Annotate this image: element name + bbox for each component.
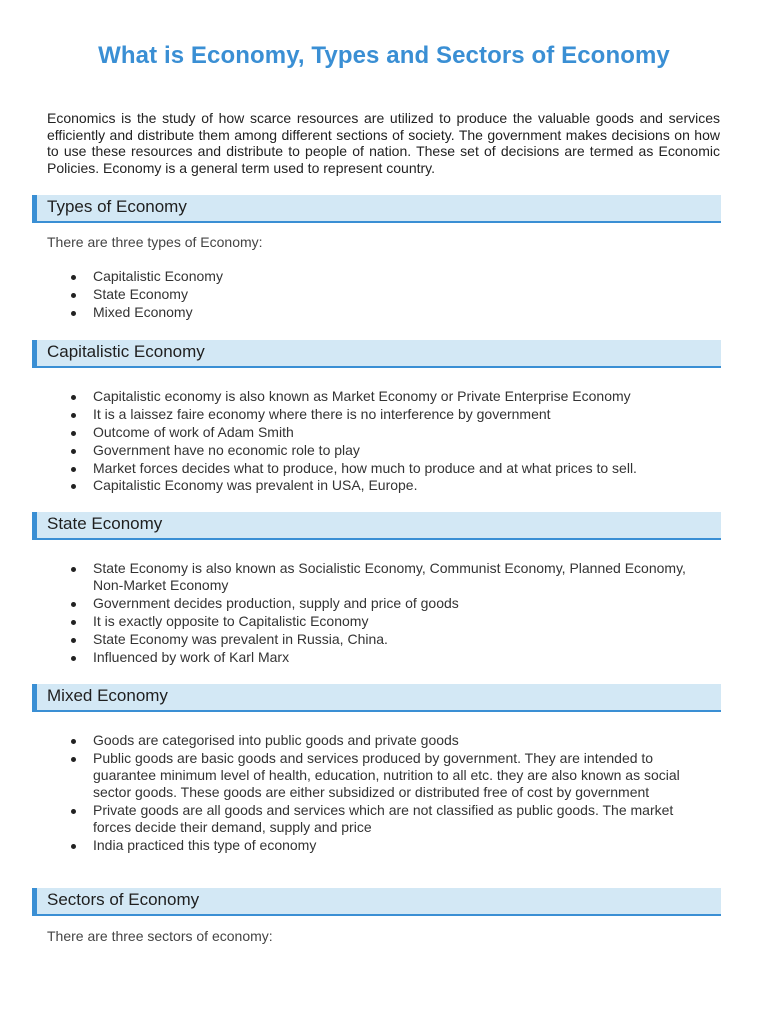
list-item: Outcome of work of Adam Smith	[47, 424, 707, 441]
section-title-capitalistic: Capitalistic Economy	[47, 342, 205, 361]
section-header-mixed	[32, 684, 721, 712]
section-header-sectors	[32, 888, 721, 916]
section-header-types	[32, 195, 721, 223]
section-header-capitalistic	[32, 340, 721, 368]
list-item: State Economy	[47, 286, 707, 303]
list-item: Public goods are basic goods and services produced by government. They are intended to guarantee minimum level of health, education, nutrition to all etc. they are also known as social sector goods. These goods are either subsidized or distributed free of cost by government	[47, 750, 707, 801]
page-title: What is Economy, Types and Sectors of Economy	[98, 42, 670, 69]
list-item: Capitalistic Economy was prevalent in USA, Europe.	[47, 477, 707, 494]
list-item: Goods are categorised into public goods and private goods	[47, 732, 707, 749]
list-item: Capitalistic Economy	[47, 268, 707, 285]
list-item: Private goods are all goods and services which are not classified as public goods. The market forces decide their demand, supply and price	[47, 802, 707, 836]
list-item: Mixed Economy	[47, 304, 707, 321]
list-item: India practiced this type of economy	[47, 837, 707, 854]
sectors-lead-text: There are three sectors of economy:	[47, 928, 273, 944]
section-title-sectors: Sectors of Economy	[47, 890, 200, 909]
list-item: State Economy was prevalent in Russia, China.	[47, 631, 707, 648]
list-item: State Economy is also known as Socialistic Economy, Communist Economy, Planned Economy, Non-Market Economy	[47, 560, 707, 594]
types-list	[47, 268, 707, 322]
section-title-mixed: Mixed Economy	[47, 686, 168, 705]
list-item: Market forces decides what to produce, how much to produce and at what prices to sell.	[47, 460, 707, 477]
types-lead-text: There are three types of Economy:	[47, 234, 263, 250]
list-item: Capitalistic economy is also known as Market Economy or Private Enterprise Economy	[47, 388, 707, 405]
list-item: Government decides production, supply and price of goods	[47, 595, 707, 612]
list-item: It is a laissez faire economy where there is no interference by government	[47, 406, 707, 423]
section-title-types: Types of Economy	[47, 197, 187, 216]
mixed-list	[47, 732, 707, 855]
state-list	[47, 560, 707, 666]
section-header-state	[32, 512, 721, 540]
list-item: It is exactly opposite to Capitalistic Economy	[47, 613, 707, 630]
list-item: Influenced by work of Karl Marx	[47, 649, 707, 666]
section-title-state: State Economy	[47, 514, 163, 533]
capitalistic-list	[47, 388, 707, 495]
intro-paragraph: Economics is the study of how scarce resources are utilized to produce the valuable goods and services efficiently and distribute them among different sections of society. The government makes decisions on how to use these resources and distribute to people of nation. These set of decisions are termed as Economic Policies. Economy is a general term used to represent country.	[47, 110, 720, 176]
list-item: Government have no economic role to play	[47, 442, 707, 459]
